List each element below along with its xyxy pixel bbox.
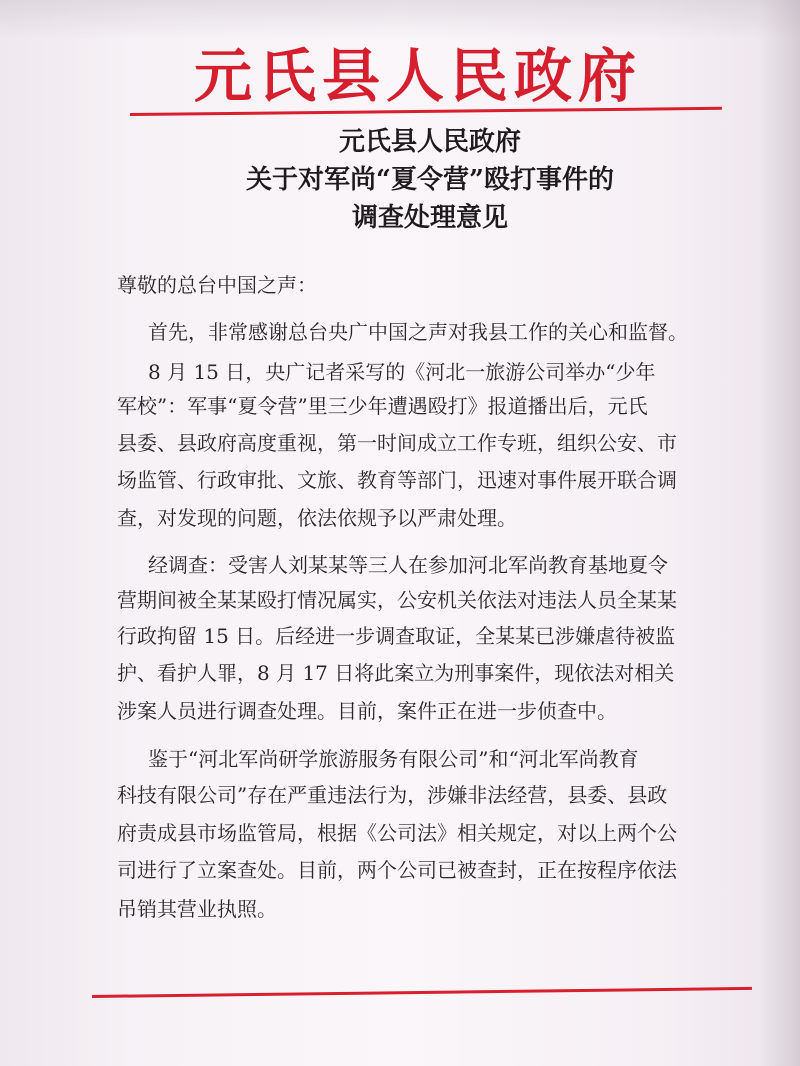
paragraph-line: 鉴于“河北军尚研学旅游服务有限公司”和“河北军尚教育 xyxy=(148,747,639,771)
paragraph-line: 吊销其营业执照。 xyxy=(117,897,277,921)
greeting: 尊敬的总台中国之声： xyxy=(117,273,317,297)
letterhead-title: 元氏县人民政府 xyxy=(193,42,642,110)
paragraph-line: 府责成县市场监管局，根据《公司法》相关规定，对以上两个公 xyxy=(117,821,677,845)
paragraph-line: 县委、县政府高度重视，第一时间成立工作专班，组织公安、市 xyxy=(117,431,677,455)
paragraph-line: 营期间被全某某殴打情况属实，公安机关依法对违法人员全某某 xyxy=(117,588,677,612)
paragraph-line: 涉案人员进行调查处理。目前，案件正在进一步侦查中。 xyxy=(117,699,617,723)
document-title-line-3: 调查处理意见 xyxy=(351,203,508,233)
paragraph-line: 场监管、行政审批、文旅、教育等部门，迅速对事件展开联合调 xyxy=(117,468,677,492)
document-title-line-2: 关于对军尚“夏令营”殴打事件的 xyxy=(246,165,614,195)
footer-red-rule xyxy=(92,987,752,998)
paragraph-line: 军校”：军事“夏令营”里三少年遭遇殴打》报道播出后，元氏 xyxy=(117,394,648,418)
paragraph-line: 护、看护人罪，8 月 17 日将此案立为刑事案件，现依法对相关 xyxy=(117,661,675,685)
document-title-line-1: 元氏县人民政府 xyxy=(338,127,521,157)
paragraph-line: 司进行了立案查处。目前，两个公司已被查封，正在按程序依法 xyxy=(117,858,677,882)
paragraph-line: 科技有限公司”存在严重违法行为，涉嫌非法经营，县委、县政 xyxy=(117,783,668,807)
page-shadow-top xyxy=(0,0,800,40)
paragraph-line: 经调查：受害人刘某某等三人在参加河北军尚教育基地夏令 xyxy=(148,553,668,577)
paragraph-line: 行政拘留 15 日。后经进一步调查取证，全某某已涉嫌虐待被监 xyxy=(117,624,676,648)
page-shadow-right xyxy=(760,0,800,1066)
paragraph-line: 查，对发现的问题，依法依规予以严肃处理。 xyxy=(117,506,517,530)
paragraph-line: 8 月 15 日，央广记者采写的《河北一旅游公司举办“少年 xyxy=(148,360,656,384)
paragraph-line: 首先，非常感谢总台央广中国之声对我县工作的关心和监督。 xyxy=(148,320,688,344)
